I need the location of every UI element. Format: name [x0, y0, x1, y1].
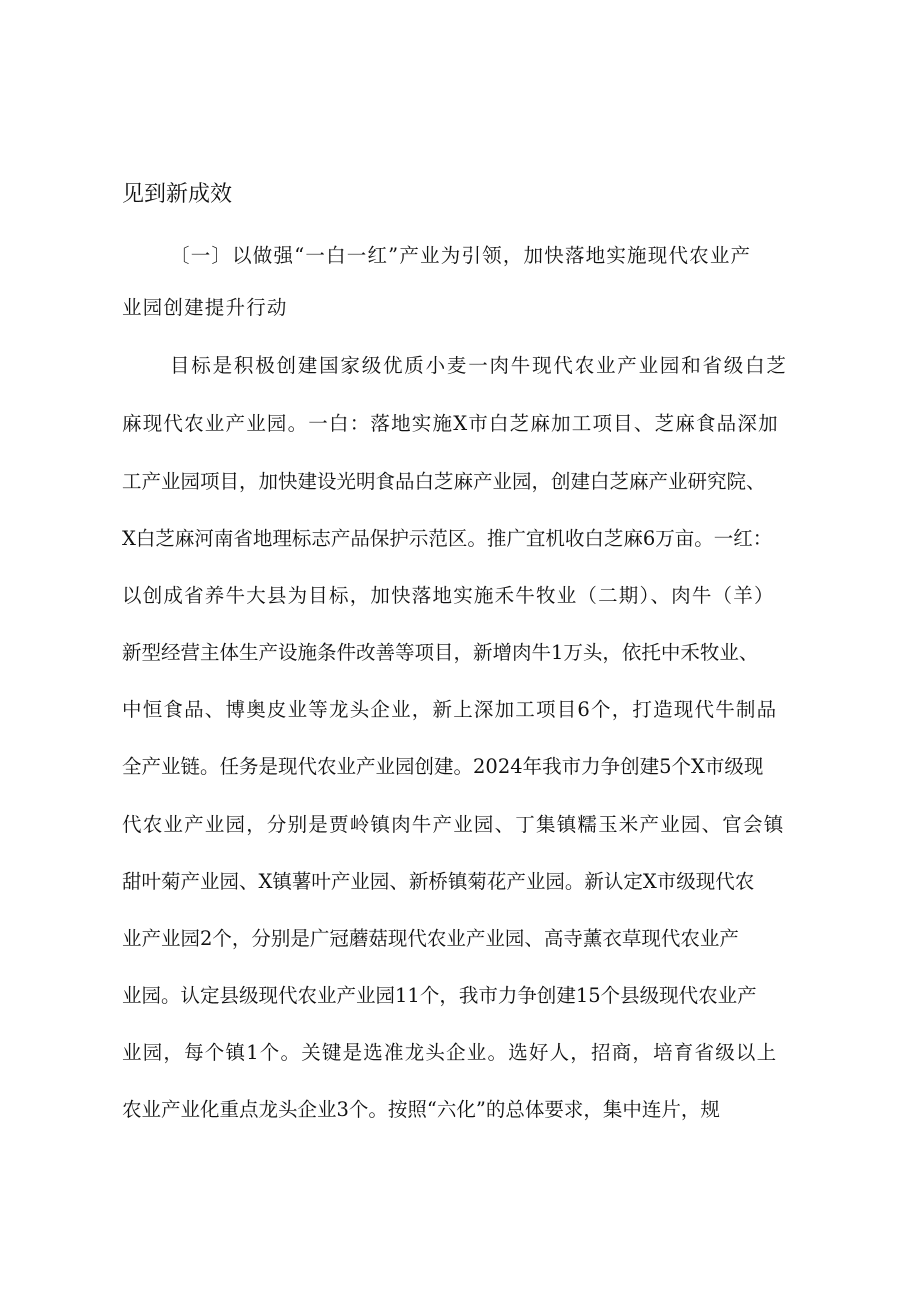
subsection-title-line-1: 〔一〕以做强“一白一红”产业为引领，加快落地实施现代农业产: [170, 244, 752, 267]
paragraph-line-3: 工产业园项目，加快建设光明食品白芝麻产业园，创建白芝麻产业研究院、: [122, 470, 766, 493]
paragraph-line-7: 中恒食品、博奥皮业等龙头企业，新上深加工项目6个，打造现代牛制品: [122, 698, 778, 721]
paragraph-line-13: 业园，每个镇1个。关键是选准龙头企业。选好人，招商，培育省级以上: [122, 1041, 778, 1064]
paragraph-line-6: 新型经营主体生产设施条件改善等项目，新增肉牛1万头，依托中禾牧业、: [122, 641, 759, 664]
paragraph-line-8: 全产业链。任务是现代农业产业园创建。2024年我市力争创建5个X市级现: [122, 755, 764, 778]
section-heading: 见到新成效: [122, 182, 233, 207]
paragraph-line-10: 甜叶菊产业园、X镇薯叶产业园、新桥镇菊花产业园。新认定X市级现代农: [122, 870, 755, 893]
paragraph-line-4: X白芝麻河南省地理标志产品保护示范区。推广宜机收白芝麻6万亩。一红：: [122, 527, 773, 550]
paragraph-line-9: 代农业产业园，分别是贾岭镇肉牛产业园、丁集镇糯玉米产业园、官会镇: [122, 813, 785, 836]
paragraph-line-14: 农业产业化重点龙头企业3个。按照“六化”的总体要求，集中连片，规: [122, 1098, 720, 1121]
subsection-title-line-2: 业园创建提升行动: [122, 296, 288, 319]
paragraph-line-5: 以创成省养牛大县为目标，加快落地实施禾牛牧业（二期）、肉牛（羊）: [122, 584, 775, 607]
paragraph-line-12: 业园。认定县级现代农业产业园11个，我市力争创建15个县级现代农业产: [122, 984, 757, 1007]
paragraph-line-11: 业产业园2个，分别是广冠蘑菇现代农业产业园、高寺薰衣草现代农业产: [122, 927, 739, 950]
paragraph-line-1: 目标是积极创建国家级优质小麦一肉牛现代农业产业园和省级白芝: [170, 354, 788, 377]
paragraph-line-2: 麻现代农业产业园。一白：落地实施X市白芝麻加工项目、芝麻食品深加: [122, 412, 779, 435]
